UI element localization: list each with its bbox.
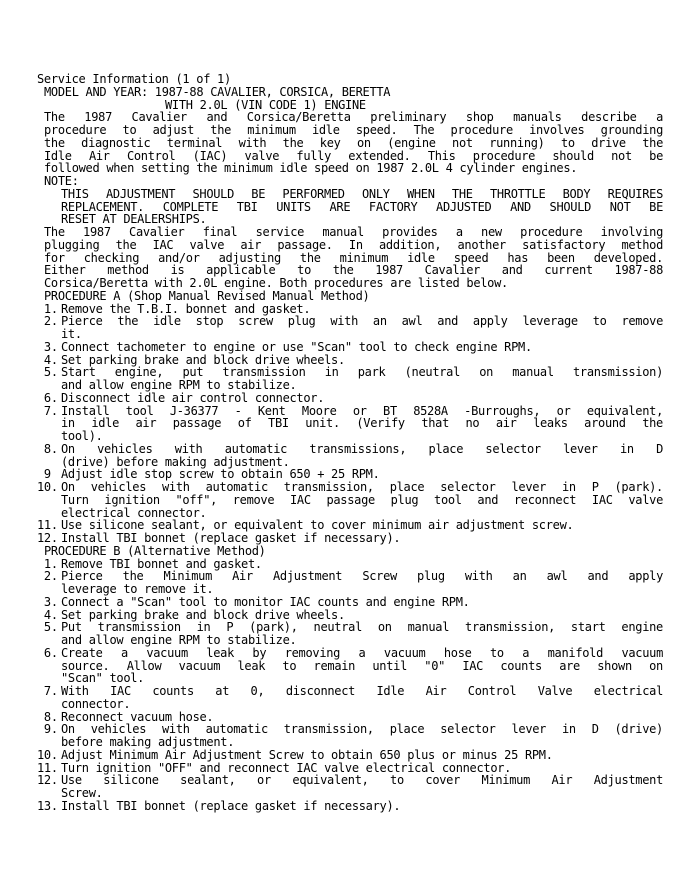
step-text: source. Allow vacuum leak to remain until "0" IAC counts are shown on: [61, 658, 663, 673]
paragraph-line: Either method is applicable to the 1987 Cavalier and current 1987-88: [44, 263, 663, 278]
step-line: [37, 583, 663, 596]
step-text: "Scan" tool.: [61, 671, 145, 686]
step-number: 1.: [37, 301, 58, 316]
intro-line: Idle Air Control (IAC) valve fully extended. This procedure should not be: [44, 148, 663, 163]
step-text: Set parking brake and block drive wheels.: [61, 607, 345, 622]
step-number: 9: [37, 467, 51, 482]
step-text: On vehicles with automatic transmission, place selector lever in D (drive): [61, 722, 663, 737]
note-line: THIS ADJUSTMENT SHOULD BE PERFORMED ONLY WHEN THE THROTTLE BODY REQUIRES: [61, 186, 663, 201]
intro-line: the diagnostic terminal with the key on (engine not running) to drive the: [44, 135, 663, 150]
step-line: [37, 698, 663, 711]
step-line: [37, 596, 663, 609]
procedure-step: [37, 481, 663, 519]
paragraph-line: Corsica/Beretta with 2.0L engine. Both procedures are listed below.: [44, 276, 508, 290]
step-number: 8.: [37, 709, 58, 724]
step-line: [37, 685, 663, 698]
step-text: leverage to remove it.: [61, 582, 214, 596]
step-text: Connect a "Scan" tool to monitor IAC counts and engine RPM.: [61, 594, 470, 609]
step-text: Install TBI bonnet (replace gasket if necessary).: [61, 531, 401, 545]
step-text: it.: [61, 327, 82, 341]
step-text: Disconnect idle air control connector.: [61, 390, 325, 405]
step-line: [37, 800, 663, 813]
step-text: tool).: [61, 429, 103, 443]
service-document: [37, 73, 663, 813]
procedure-step: [37, 570, 663, 596]
step-text: Create a vacuum leak by removing a vacuum hose to a manifold vacuum: [61, 645, 663, 660]
step-line: [37, 417, 663, 430]
note-label: NOTE:: [44, 174, 79, 188]
step-line: [37, 328, 663, 341]
note-line: RESET AT DEALERSHIPS.: [61, 212, 207, 227]
step-line: [37, 481, 663, 494]
step-number: 4.: [37, 352, 58, 367]
step-text: and allow engine RPM to stabilize.: [61, 633, 297, 647]
step-number: 7.: [37, 684, 58, 698]
step-text: Connect tachometer to engine or use "Scan" tool to check engine RPM.: [61, 339, 532, 354]
step-text: (drive) before making adjustment.: [61, 454, 290, 469]
note-line: REPLACEMENT. COMPLETE TBI UNITS ARE FACTORY ADJUSTED AND SHOULD NOT BE: [61, 199, 663, 214]
intro-line: procedure to adjust the minimum idle speed. The procedure involves grounding: [44, 123, 663, 137]
step-number: 9.: [37, 722, 58, 737]
engine-spec: WITH 2.0L (VIN CODE 1) ENGINE: [165, 97, 366, 112]
procedure-b-steps: [37, 558, 663, 813]
step-number: 7.: [37, 403, 58, 418]
step-text: and allow engine RPM to stabilize.: [61, 378, 297, 392]
intro-paragraph: [37, 111, 663, 175]
step-line: [37, 634, 663, 647]
intro-line: followed when setting the minimum idle speed on 1987 2.0L 4 cylinder engines.: [44, 161, 578, 176]
procedure-step: [37, 443, 663, 469]
procedure-step: [37, 621, 663, 647]
step-text: On vehicles with automatic transmissions, place selector lever in D: [61, 441, 663, 456]
procedure-b-title: PROCEDURE B (Alternative Method): [44, 543, 266, 558]
step-text: Start engine, put transmission in park (neutral on manual transmission): [61, 365, 663, 380]
step-text: Adjust idle stop screw to obtain 650 + 25 RPM.: [61, 467, 380, 482]
step-text: Pierce the idle stop screw plug with an awl and apply leverage to remove: [61, 314, 663, 329]
step-text: in idle air passage of TBI unit. (Verify that no air leaks around the: [61, 416, 663, 431]
paragraph-line: plugging the IAC valve air passage. In addition, another satisfactory method: [44, 237, 663, 252]
step-number: 11.: [37, 518, 58, 533]
step-number: 8.: [37, 441, 58, 456]
step-text: Set parking brake and block drive wheels.: [61, 352, 345, 367]
procedure-step: [37, 392, 663, 405]
paragraph-line: The 1987 Cavalier final service manual provides a new procedure involving: [44, 225, 663, 239]
step-number: 10.: [37, 480, 58, 494]
procedure-step: [37, 800, 663, 813]
procedure-step: [37, 366, 663, 392]
step-text: Install TBI bonnet (replace gasket if necessary).: [61, 798, 401, 813]
procedure-a-title: PROCEDURE A (Shop Manual Revised Manual Method): [44, 288, 370, 303]
model-and-year: MODEL AND YEAR: 1987-88 CAVALIER, CORSICA, BERETTA: [44, 84, 391, 99]
step-number: 3.: [37, 594, 58, 609]
step-line: [37, 443, 663, 456]
step-line: [37, 315, 663, 328]
step-text: Turn ignition "off", remove IAC passage plug tool and reconnect IAC valve: [61, 492, 663, 507]
step-text: Install tool J-36377 - Kent Moore or BT 8528A -Burroughs, or equivalent,: [61, 403, 663, 418]
procedure-step: [37, 405, 663, 443]
step-line: [37, 736, 663, 749]
step-line: [37, 787, 663, 800]
procedure-step: [37, 749, 663, 762]
step-number: 10.: [37, 747, 58, 762]
procedure-step: [37, 685, 663, 711]
step-line: [37, 379, 663, 392]
step-line: [37, 392, 663, 405]
step-text: Adjust Minimum Air Adjustment Screw to obtain 650 plus or minus 25 RPM.: [61, 747, 553, 762]
step-text: Remove the T.B.I. bonnet and gasket.: [61, 301, 311, 316]
step-number: 2.: [37, 314, 58, 329]
step-text: electrical connector.: [61, 505, 207, 520]
procedure-a-steps: [37, 303, 663, 545]
procedure-step: [37, 647, 663, 685]
step-number: 11.: [37, 760, 58, 775]
step-text: connector.: [61, 696, 131, 711]
step-number: 12.: [37, 773, 58, 788]
document-header: Service Information (1 of 1): [37, 72, 231, 86]
step-text: Reconnect vacuum hose.: [61, 709, 214, 724]
paragraph-line: for checking and/or adjusting the minimum idle speed has been developed.: [44, 250, 663, 265]
step-text: With IAC counts at 0, disconnect Idle Air Control Valve electrical: [61, 684, 663, 698]
step-line: [37, 430, 663, 443]
note-block: [37, 188, 663, 226]
step-text: Screw.: [61, 786, 103, 800]
step-line: [37, 341, 663, 354]
step-number: 1.: [37, 556, 58, 571]
step-number: 3.: [37, 339, 58, 354]
step-line: [37, 774, 663, 787]
step-line: [37, 647, 663, 660]
step-text: before making adjustment.: [61, 735, 235, 749]
step-line: [37, 494, 663, 507]
procedure-step: [37, 341, 663, 354]
step-text: Pierce the Minimum Air Adjustment Screw plug with an awl and apply: [61, 569, 663, 584]
step-number: 5.: [37, 365, 58, 380]
step-line: [37, 532, 663, 545]
step-text: Turn ignition "OFF" and reconnect IAC valve electrical connector.: [61, 760, 512, 775]
procedure-step: [37, 532, 663, 545]
procedure-step: [37, 315, 663, 341]
procedure-step: [37, 596, 663, 609]
procedure-step: [37, 723, 663, 749]
procedure-step: [37, 774, 663, 800]
step-text: Put transmission in P (park), neutral on manual transmission, start engine: [61, 620, 663, 635]
step-number: 13.: [37, 798, 58, 813]
step-text: Use silicone sealant, or equivalent to cover minimum air adjustment screw.: [61, 518, 574, 533]
step-text: Use silicone sealant, or equivalent, to cover Minimum Air Adjustment: [61, 773, 663, 788]
step-number: 5.: [37, 620, 58, 635]
step-number: 2.: [37, 569, 58, 584]
second-paragraph: [37, 226, 663, 290]
step-number: 6.: [37, 645, 58, 660]
intro-line: The 1987 Cavalier and Corsica/Beretta preliminary shop manuals describe a: [44, 110, 663, 125]
step-line: [37, 749, 663, 762]
step-number: 4.: [37, 607, 58, 622]
step-text: On vehicles with automatic transmission, place selector lever in P (park).: [61, 480, 663, 494]
step-number: 12.: [37, 531, 58, 545]
step-number: 6.: [37, 390, 58, 405]
step-text: Remove TBI bonnet and gasket.: [61, 556, 262, 571]
